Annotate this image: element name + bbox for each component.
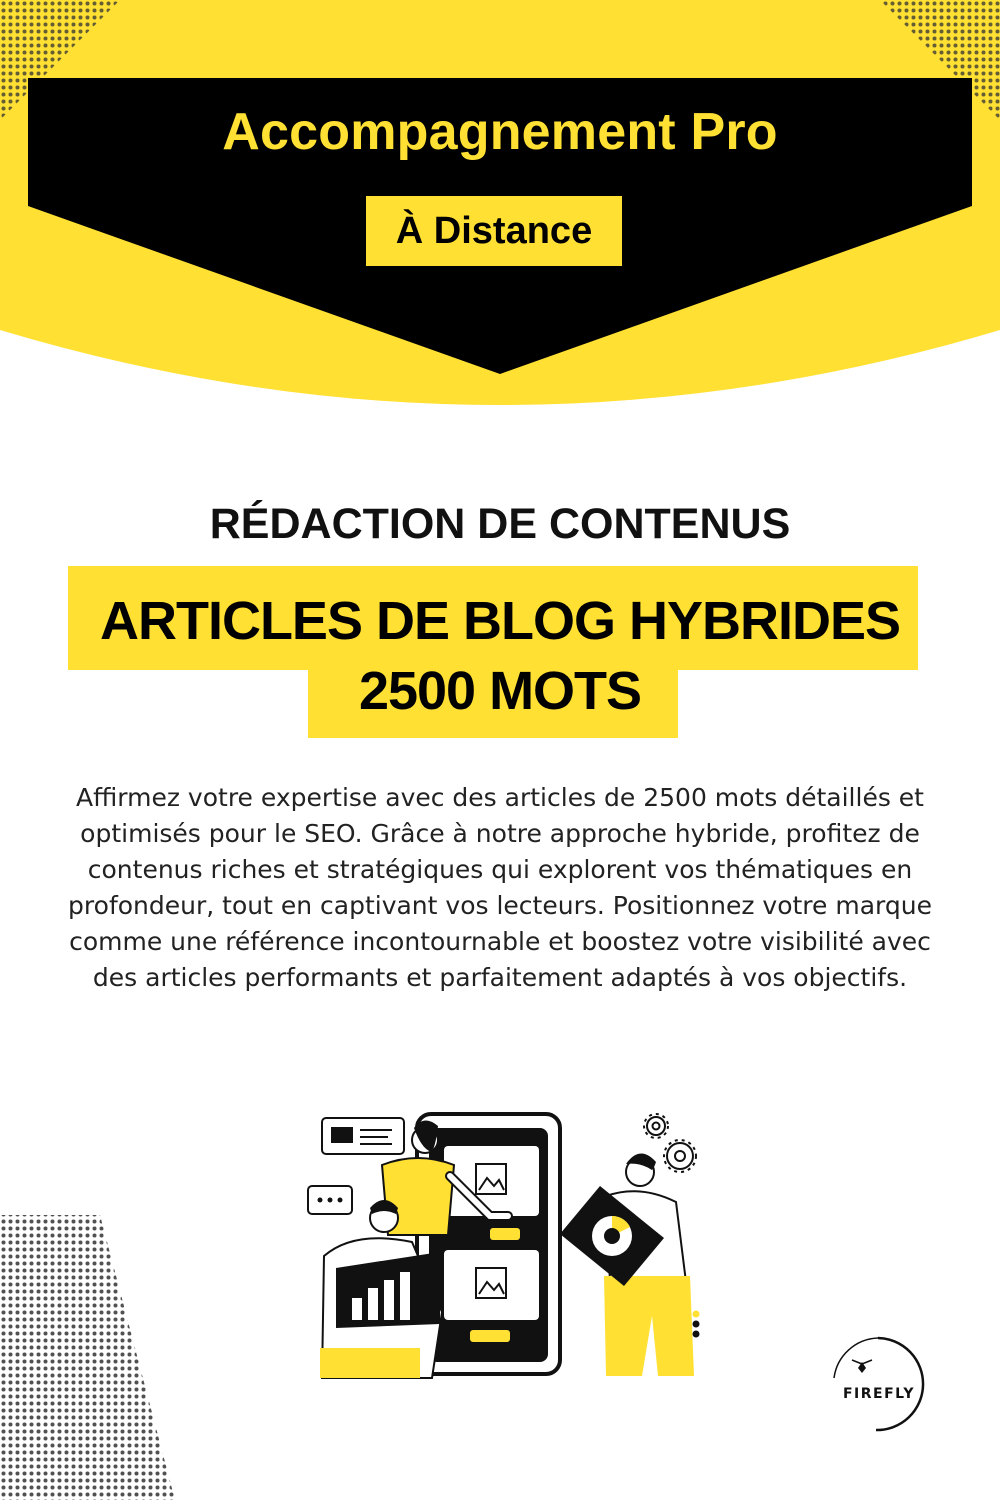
description-paragraph: Affirmez votre expertise avec des articles de 2500 mots détaillés et optimisés pour le SEO. Grâce à notre approche hybride, profitez de contenus riches et stratégiques qui explorent vos thématiques en profondeur, tout en captivant vos lecteurs. Positionnez votre marque comme une référence incontournable et boostez votre visibilité avec des articles performants et parfaitement adaptés à vos objectifs.: [68, 783, 932, 992]
firefly-icon: [852, 1360, 872, 1373]
brand-name: FIREFLY: [842, 1386, 916, 1402]
section-heading: RÉDACTION DE CONTENUS: [209, 500, 791, 548]
headline-line-1: ARTICLES DE BLOG HYBRIDES: [99, 591, 901, 651]
banner-title: Accompagnement Pro: [222, 103, 778, 161]
distance-badge: À Distance: [366, 196, 622, 266]
headline-line-2: 2500 MOTS: [358, 661, 642, 721]
